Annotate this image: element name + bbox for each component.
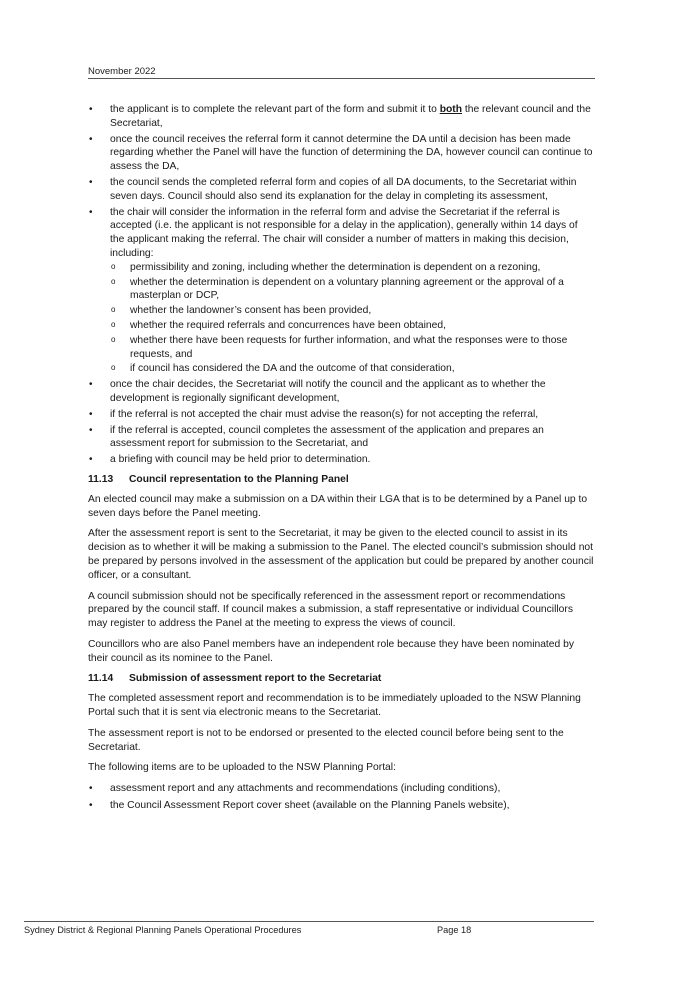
list-item: • once the council receives the referral form it cannot determine the DA until a decision has been made regarding whether the Panel will have the function of determining the DA, however council can continue to assess the DA, — [88, 133, 594, 174]
sub-list-item: o permissibility and zoning, including whether the determination is dependent on a rezoning, — [110, 261, 594, 275]
sub-list-item: o whether there have been requests for further information, and what the responses were to those requests, and — [110, 334, 594, 362]
paragraph: An elected council may make a submission on a DA within their LGA that is to be determined by a Panel up to seven days before the Panel meeting. — [88, 493, 588, 519]
document-body — [88, 103, 594, 816]
paragraph: The assessment report is not to be endorsed or presented to the elected council before being sent to the Secretariat. — [88, 727, 564, 753]
sub-list-item: o whether the landowner’s consent has been provided, — [110, 304, 594, 318]
list-item: • assessment report and any attachments and recommendations (including conditions), — [88, 782, 594, 796]
paragraph: After the assessment report is sent to the Secretariat, it may be given to the elected council to assist in its decision as to whether it will be making a submission to the Panel. The elected council’s submission should not be prepared by persons involved in the assessment of the application but could be prepared by another council officer, or a consultant. — [88, 528, 594, 581]
paragraph: The following items are to be uploaded to the NSW Planning Portal: — [88, 762, 396, 774]
footer-page-number: Page 18 — [437, 925, 472, 935]
list-item: • a briefing with council may be held prior to determination. — [88, 453, 594, 467]
paragraph: The completed assessment report and recommendation is to be immediately uploaded to the NSW Planning Portal such that it is sent via electronic means to the Secretariat. — [88, 693, 581, 719]
list-item: • the Council Assessment Report cover sheet (available on the Planning Panels website), — [88, 799, 594, 813]
section-heading-11-13: 11.13 Council representation to the Planning Panel — [88, 473, 349, 485]
list-item: • the council sends the completed referral form and copies of all DA documents, to the Secretariat within seven days. Council should also send its explanation for the delay in completing its assessment, — [88, 176, 594, 204]
chair-considerations-list — [110, 261, 594, 376]
footer-divider — [24, 921, 594, 922]
header-divider — [88, 78, 595, 79]
sub-list-item: o if council has considered the DA and the outcome of that consideration, — [110, 362, 594, 376]
list-item: • the applicant is to complete the relevant part of the form and submit it to both the relevant council and the Secretariat, — [88, 103, 594, 131]
sub-list-item: o whether the determination is dependent on a voluntary planning agreement or the approval of a masterplan or DCP, — [110, 276, 594, 304]
referral-steps-list — [88, 103, 594, 467]
page-header-date: November 2022 — [88, 66, 156, 77]
list-item: • if the referral is not accepted the chair must advise the reason(s) for not accepting the referral, — [88, 408, 594, 422]
list-item: • if the referral is accepted, council completes the assessment of the application and prepares an assessment report for submission to the Secretariat, and — [88, 424, 594, 452]
upload-items-list — [88, 782, 594, 813]
paragraph: A council submission should not be specifically referenced in the assessment report or recommendations prepared by the council staff. If council makes a submission, a staff representative or individual Councillors may register to address the Panel at the meeting to express the views of council. — [88, 590, 573, 630]
emphasis-text: both — [439, 104, 462, 115]
footer-document-title: Sydney District & Regional Planning Panels Operational Procedures — [24, 925, 302, 935]
sub-list-item: o whether the required referrals and concurrences have been obtained, — [110, 319, 594, 333]
section-heading-11-14: 11.14 Submission of assessment report to the Secretariat — [88, 673, 382, 685]
paragraph: Councillors who are also Panel members have an independent role because they have been nominated by their council as its nominee to the Panel. — [88, 638, 574, 664]
list-item: • once the chair decides, the Secretariat will notify the council and the applicant as to whether the development is regionally significant development, — [88, 378, 594, 406]
list-item: • the chair will consider the information in the referral form and advise the Secretariat if the referral is accepted (i.e. the applicant is not responsible for a delay in the application), generally within 14 days of the applicant making the referral. The chair will consider a number of matters in making this decision, including: o permissibility and zoning, including whether the determination is dependent on a rezoning, o whether the determination is dependent on a voluntary planning agreement or the approval of a masterplan or DCP, o whether the landowner’s consent has been provided, o whether the required referrals and concurrences have been obtained, o whether there have been requests for further information, and what the responses were to those requests, and o if council has considered the DA and the outcome of that consideration, — [88, 206, 594, 377]
